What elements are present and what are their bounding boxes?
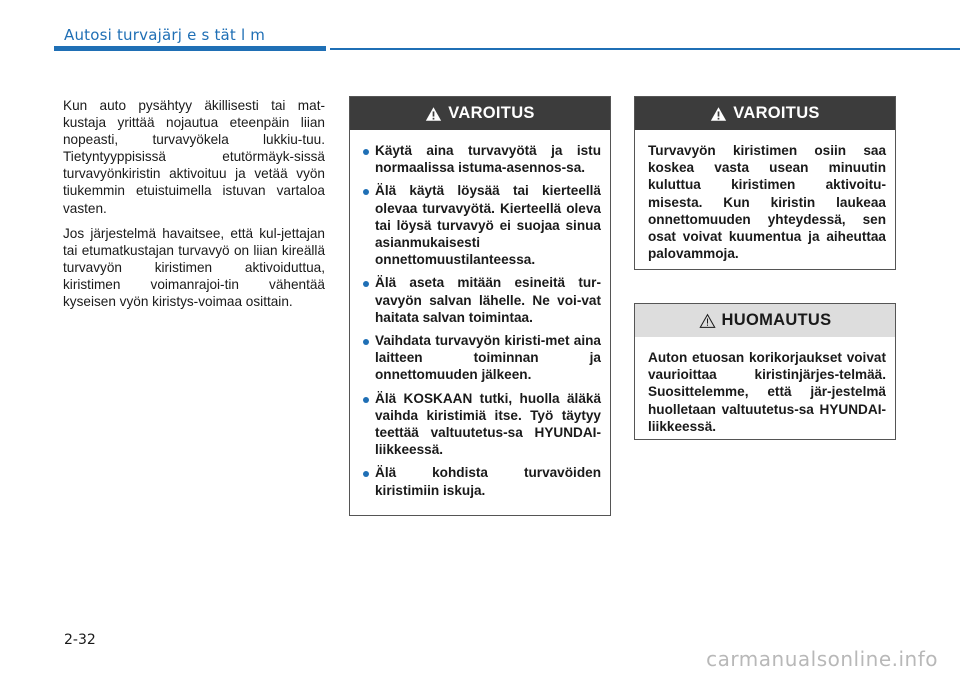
list-item [363,142,601,176]
list-item [363,464,601,498]
notice-box-title: HUOMAUTUS [721,311,832,329]
body-paragraph-2: Jos järjestelmä havaitsee, että kul-jettajan tai etumatkustajan turvavyö on liian kireällä turvavyön kiristimen aktivoiduttua, kiristimen voimanrajoi-tin vähentää kyseisen vyön kiristys-voimaa osittain. [63,225,325,310]
bullet-dot [363,149,369,155]
body-text-column [63,97,325,318]
list-item [363,274,601,326]
bullet-dot [363,471,369,477]
bullet-dot [363,189,369,195]
warning-box-2-title: VAROITUS [733,104,820,122]
notice-box-header [635,304,895,337]
notice-box [634,303,896,440]
bullet-dot [363,281,369,287]
list-item-text: Älä käytä löysää tai kierteellä olevaa turvavyötä. Kierteellä oleva tai löysä turvavyö ei suojaa sinua asianmukaisesti onnettomuustilanteessa. [375,183,601,268]
list-item-text: Älä kohdista turvavöiden kiristimiin iskuja. [375,465,601,498]
warning-box-1-body [350,130,610,515]
list-item [363,182,601,268]
caution-triangle-outline-icon [699,313,716,329]
list-item-text: Älä aseta mitään esineitä tur-vavyön salvan lähelle. Ne voi-vat haitata salvan toimintaa. [375,275,601,325]
warning-box-1 [349,96,611,516]
list-item-text: Käytä aina turvavyötä ja istu normaalissa istuma-asennos-sa. [375,143,601,176]
list-item [363,332,601,384]
header-bar-thick [54,46,326,51]
warning-box-2-body: Turvavyön kiristimen osiin saa koskea vasta usean minuutin kuluttua kiristimen aktivoitu-misesta. Kun kiristin laukeaa onnettomuuden yhteydessä, sen osat voivat kuumentua ja aiheuttaa palovammoja. [648,143,886,262]
warning-list [363,142,601,499]
body-paragraph-1: Kun auto pysähtyy äkillisesti tai mat-kustaja yrittää nojautua eteenpäin liian nopeasti, turvavyökela lukkiu-tuu. Tietyntyyppisissä etutörmäyk-sissä turvavyönkiristin aktivoituu ja vetää vyön tiukemmin etuistuimella istuvan vartaloa vasten. [63,98,325,216]
warning-box-1-title: VAROITUS [448,104,535,122]
watermark: carmanualsonline.info [706,647,938,671]
warning-box-2 [634,96,896,270]
header-bar-thin [330,48,960,50]
notice-box-body: Auton etuosan korikorjaukset voivat vaurioittaa kiristinjärjes-telmää. Suosittelemme, että jär-jestelmä huolletaan valtuutetus-sa HYUNDAI-liikkeessä. [648,350,886,434]
warning-triangle-icon [710,106,727,122]
page-number: 2-32 [64,632,96,648]
warning-box-2-header [635,97,895,130]
list-item [363,390,601,459]
list-item-text: Älä KOSKAAN tutki, huolla äläkä vaihda kiristimiä itse. Työ täytyy teettää valtuutetus-sa HYUNDAI-liikkeessä. [375,390,601,458]
list-item-text: Vaihdata turvavyön kiristi-met aina laitteen toiminnan ja onnettomuuden jälkeen. [375,333,601,383]
bullet-dot [363,397,369,403]
section-header-title: Autosi turvajärj e s tät l m [64,26,266,44]
warning-box-1-header [350,97,610,130]
warning-triangle-icon [425,106,442,122]
bullet-dot [363,339,369,345]
